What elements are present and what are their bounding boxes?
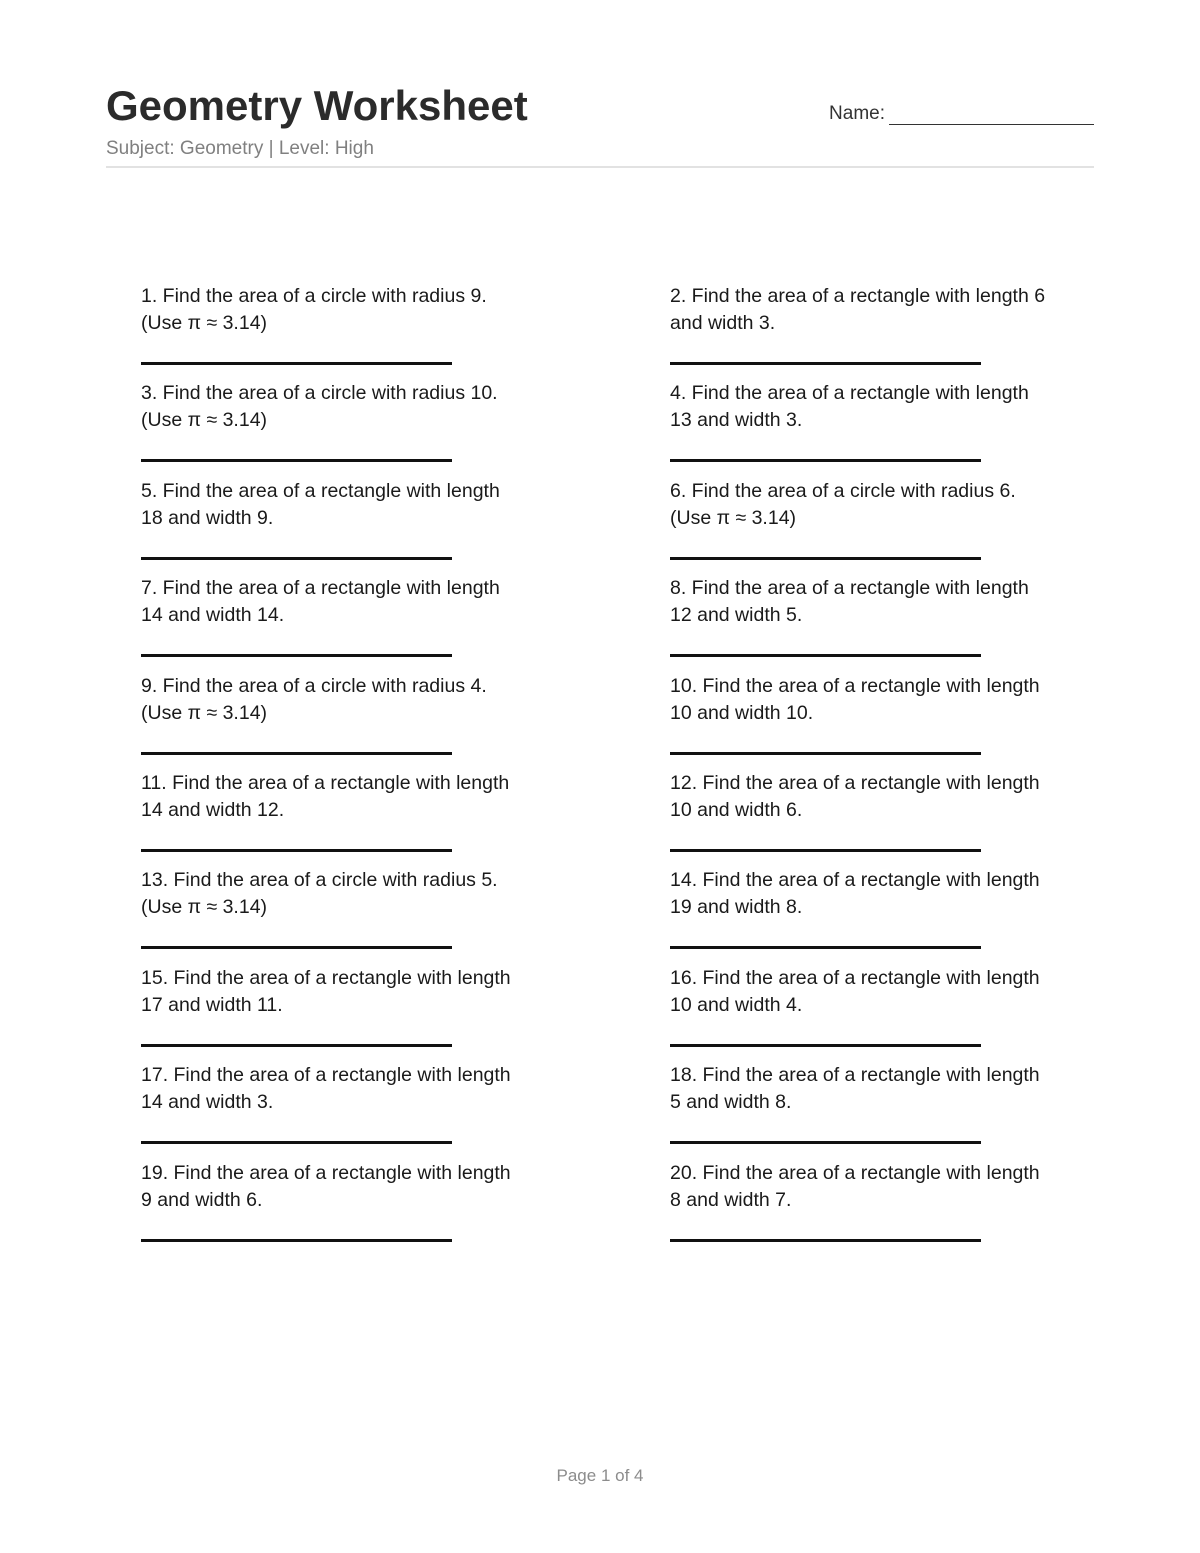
- problem-item: [670, 965, 1101, 1062]
- answer-line[interactable]: [670, 1141, 981, 1144]
- problem-item: [141, 1160, 670, 1257]
- answer-line[interactable]: [670, 752, 981, 755]
- answer-line[interactable]: [670, 362, 981, 365]
- answer-line[interactable]: [670, 946, 981, 949]
- problem-text: 10. Find the area of a rectangle with length 10 and width 10.: [670, 674, 1040, 724]
- problem-text: 15. Find the area of a rectangle with length 17 and width 11.: [141, 966, 511, 1016]
- problem-item: [141, 867, 670, 964]
- answer-line[interactable]: [670, 1239, 981, 1242]
- answer-line[interactable]: [670, 557, 981, 560]
- problem-text: 5. Find the area of a rectangle with length 18 and width 9.: [141, 479, 500, 529]
- problem-text: 12. Find the area of a rectangle with length 10 and width 6.: [670, 771, 1040, 821]
- answer-line[interactable]: [141, 654, 452, 657]
- answer-line[interactable]: [141, 557, 452, 560]
- answer-line[interactable]: [141, 849, 452, 852]
- problem-item: [670, 1160, 1101, 1257]
- problem-text: 17. Find the area of a rectangle with length 14 and width 3.: [141, 1064, 511, 1114]
- answer-line[interactable]: [141, 946, 452, 949]
- problem-item: [670, 770, 1101, 867]
- name-blank-line[interactable]: [889, 106, 1094, 125]
- problem-grid: [141, 283, 1101, 1257]
- problem-item: [670, 575, 1101, 672]
- problem-text: 7. Find the area of a rectangle with length 14 and width 14.: [141, 577, 500, 627]
- answer-line[interactable]: [141, 362, 452, 365]
- problem-item: [670, 673, 1101, 770]
- name-label: Name:: [829, 103, 885, 124]
- answer-line[interactable]: [141, 752, 452, 755]
- answer-line[interactable]: [670, 459, 981, 462]
- problem-item: [141, 770, 670, 867]
- problem-item: [670, 478, 1101, 575]
- problem-text: 14. Find the area of a rectangle with length 19 and width 8.: [670, 869, 1040, 919]
- problem-text: 20. Find the area of a rectangle with length 8 and width 7.: [670, 1161, 1040, 1211]
- answer-line[interactable]: [141, 1141, 452, 1144]
- answer-line[interactable]: [670, 1044, 981, 1047]
- page-number: Page 1 of 4: [556, 1466, 644, 1485]
- answer-line[interactable]: [670, 654, 981, 657]
- problem-text: 18. Find the area of a rectangle with length 5 and width 8.: [670, 1064, 1040, 1114]
- problem-text: 6. Find the area of a circle with radius 6. (Use π ≈ 3.14): [670, 479, 1016, 529]
- problem-item: [141, 1062, 670, 1159]
- problem-text: 13. Find the area of a circle with radius 5. (Use π ≈ 3.14): [141, 869, 498, 919]
- problem-item: [670, 380, 1101, 477]
- problem-text: 1. Find the area of a circle with radius 9. (Use π ≈ 3.14): [141, 285, 487, 334]
- problem-text: 4. Find the area of a rectangle with length 13 and width 3.: [670, 382, 1029, 432]
- problem-item: [141, 283, 670, 380]
- problem-text: 2. Find the area of a rectangle with length 6 and width 3.: [670, 285, 1046, 334]
- problem-item: [670, 867, 1101, 964]
- problem-text: 11. Find the area of a rectangle with length 14 and width 12.: [141, 771, 510, 821]
- problem-text: 8. Find the area of a rectangle with length 12 and width 5.: [670, 577, 1029, 627]
- problem-text: 19. Find the area of a rectangle with length 9 and width 6.: [141, 1161, 511, 1211]
- problem-item: [141, 965, 670, 1062]
- problem-item: [141, 478, 670, 575]
- answer-line[interactable]: [141, 459, 452, 462]
- answer-line[interactable]: [670, 849, 981, 852]
- answer-line[interactable]: [141, 1239, 452, 1242]
- problem-text: 3. Find the area of a circle with radius 10. (Use π ≈ 3.14): [141, 382, 498, 432]
- subject-level-subtitle: Subject: Geometry | Level: High: [106, 138, 374, 159]
- page-title: Geometry Worksheet: [106, 82, 528, 129]
- problem-item: [141, 380, 670, 477]
- answer-line[interactable]: [141, 1044, 452, 1047]
- name-field-block: [829, 103, 1094, 125]
- problem-item: [141, 673, 670, 770]
- problem-item: [141, 575, 670, 672]
- problem-text: 9. Find the area of a circle with radius 4. (Use π ≈ 3.14): [141, 674, 487, 724]
- worksheet-header: [106, 78, 1094, 168]
- problem-text: 16. Find the area of a rectangle with length 10 and width 4.: [670, 966, 1040, 1016]
- problem-item: [670, 283, 1101, 380]
- problem-item: [670, 1062, 1101, 1159]
